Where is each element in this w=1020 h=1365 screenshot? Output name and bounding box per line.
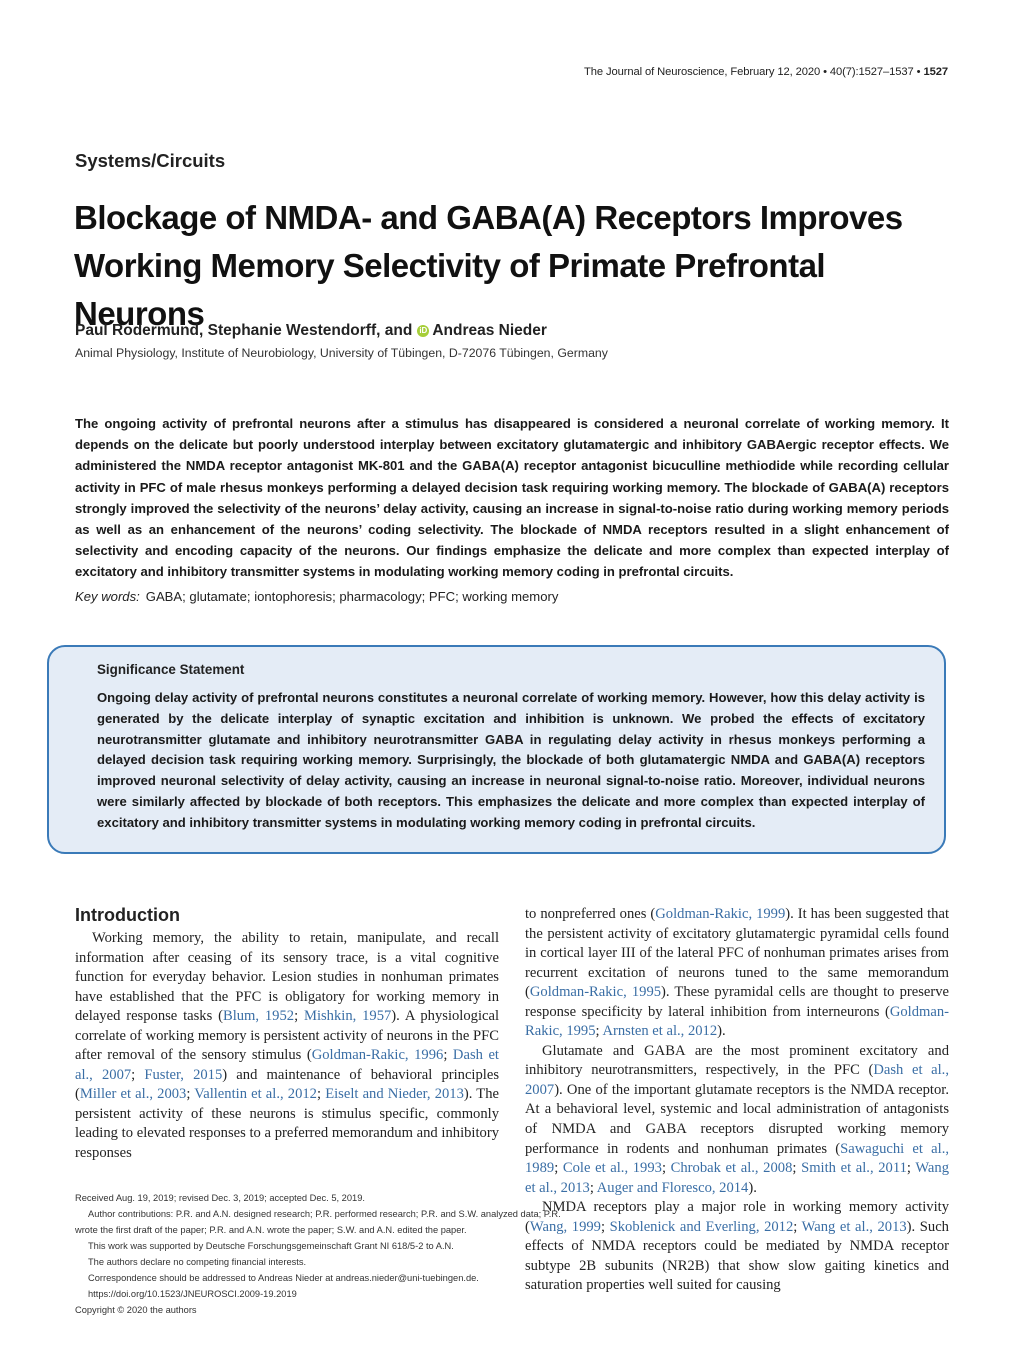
keywords-text: GABA; glutamate; iontophoresis; pharmacology; PFC; working memory [145, 589, 559, 604]
citation-link[interactable]: Wang et al., 2013 [801, 1218, 907, 1235]
keywords [75, 589, 558, 604]
citation-link[interactable]: Dash et al., 2007 [75, 1047, 499, 1083]
citation-link[interactable]: Skoblenick and Everling, 2012 [609, 1218, 794, 1235]
citation-link[interactable]: Wang et al., 2013 [525, 1160, 950, 1196]
citation-link[interactable]: Blum, 1952 [222, 1008, 295, 1025]
citation-link[interactable]: Goldman-Rakic, 1995 [525, 1003, 949, 1040]
footnote-correspondence: Correspondence should be addressed to Andreas Nieder at andreas.nieder@uni-tuebingen.de. [88, 1273, 479, 1283]
running-header [584, 66, 948, 78]
citation-link[interactable]: Goldman-Rakic, 1995 [529, 984, 662, 1001]
footnote-contributions: Author contributions: P.R. and A.N. designed research; P.R. performed research; P.R. and S.W. analyzed data; P.R. [88, 1209, 561, 1219]
citation-link[interactable]: Goldman-Rakic, 1996 [311, 1047, 444, 1064]
footnote-funding: This work was supported by Deutsche Forschungsgemeinschaft Grant NI 618/5-2 to A.N. [88, 1241, 454, 1251]
citation-link[interactable]: Dash et al., 2007 [525, 1062, 949, 1098]
journal-citation: The Journal of Neuroscience, February 12, 2020 • 40(7):1527–1537 • [584, 66, 921, 78]
introduction-heading: Introduction [75, 905, 180, 925]
citation-link[interactable]: Smith et al., 2011 [801, 1160, 907, 1177]
citation-link[interactable]: Goldman-Rakic, 1999 [655, 906, 786, 922]
citation-link[interactable]: Auger and Floresco, 2014 [596, 1179, 749, 1196]
footnotes [75, 1190, 561, 1318]
citation-link[interactable]: Vallentin et al., 2012 [194, 1086, 317, 1103]
section-label: Systems/Circuits [75, 150, 226, 171]
citation-link[interactable]: Cole et al., 1993 [562, 1160, 662, 1177]
page-number: 1527 [923, 66, 948, 78]
orcid-icon[interactable]: iD [419, 326, 428, 335]
body-column-left [75, 929, 499, 1164]
intro-paragraph: NMDA receptors play a major role in working memory activity (Wang, 1999; Skoblenick and Everling, 2012; Wang et al., 2013). Such effects of NMDA receptors could be mediated by NMDA receptor subtype 2B subunits (NR2B) that show slow gaiting kinetics and saturation properties well suited for causing [525, 1199, 949, 1294]
citation-link[interactable]: Eiselt and Nieder, 2013 [325, 1086, 464, 1103]
author-list [75, 322, 547, 340]
citation-link[interactable]: Sawaguchi et al., 1989 [525, 1140, 949, 1177]
affiliation: Animal Physiology, Institute of Neurobiology, University of Tübingen, D-72076 Tübingen, Germany [75, 346, 608, 360]
footnote-copyright: Copyright © 2020 the authors [75, 1305, 197, 1315]
citation-link[interactable]: Wang, 1999 [529, 1218, 601, 1235]
footnote-competing: The authors declare no competing financial interests. [88, 1257, 307, 1267]
significance-text: Ongoing delay activity of prefrontal neurons constitutes a neuronal correlate of working memory. However, how this delay activity is generated by the delicate interplay of synaptic excitation and inhibition is unknown. We probed the effects of excitatory neurotransmitter glutamate and inhibitory neurotransmitter GABA in regulating delay activity in rhesus monkeys performing a delayed decision task requiring working memory. Surprisingly, the blockade of both glutamatergic NMDA and GABA(A) receptors improved neuronal selectivity of delay activity, causing an increase in neuronal signal-to-noise ratio. Moreover, individual neurons were similarly affected by blockade of both receptors. This emphasizes the delicate and more complex than expected interplay of excitatory and inhibitory transmitter systems in modulating working memory coding in prefrontal circuits. [97, 690, 925, 830]
intro-paragraph: Glutamate and GABA are the most prominent excitatory and inhibitory neurotransmitters, respectively, in the PFC (Dash et al., 2007). One of the important glutamate receptors is the NMDA receptor. At a behavioral level, systemic and local administration of antagonists of NMDA and GABA receptors disrupted working memory performance in rodents and nonhuman primates (Sawaguchi et al., 1989; Cole et al., 1993; Chrobak et al., 2008; Smith et al., 2011; Wang et al., 2013; Auger and Floresco, 2014). [525, 1042, 950, 1196]
keywords-label: Key words: [75, 589, 140, 604]
footnote-doi[interactable]: https://doi.org/10.1523/JNEUROSCI.2009-19.2019 [88, 1289, 297, 1299]
article-title: Blockage of NMDA- and GABA(A) Receptors Improves Working Memory Selectivity of Primate Prefrontal Neurons [74, 199, 903, 332]
citation-link[interactable]: Chrobak et al., 2008 [670, 1160, 793, 1177]
citation-link[interactable]: Fuster, 2015 [144, 1066, 223, 1083]
intro-paragraph: Working memory, the ability to retain, manipulate, and recall information after ceasing of its sensory trace, is a vital cognitive function for everyday behavior. Lesion studies in nonhuman primates have established that the PFC is obligatory for working memory in delayed response tasks (Blum, 1952; Mishkin, 1957). A physiological correlate of working memory is persistent activity of neurons in the PFC after removal of the sensory stimulus (Goldman-Rakic, 1996; Dash et al., 2007; Fuster, 2015) and maintenance of behavioral principles (Miller et al., 2003; Vallentin et al., 2012; Eiselt and Nieder, 2013). The persistent activity of these neurons is stimulus specific, commonly leading to elevated responses to a preferred memorandum and inhibitory responses [75, 930, 500, 1162]
author-name-last: Andreas Nieder [432, 322, 547, 339]
citation-link[interactable]: Mishkin, 1957 [303, 1008, 392, 1025]
significance-heading: Significance Statement [97, 662, 245, 677]
body-column-right [525, 905, 949, 1296]
footnote-received: Received Aug. 19, 2019; revised Dec. 3, 2019; accepted Dec. 5, 2019. [75, 1193, 365, 1203]
intro-paragraph-continued: to nonpreferred ones (Goldman-Rakic, 1999). It has been suggested that the persistent activity of excitatory glutamatergic pyramidal cells found in cortical layer III of the lateral PFC of nonhuman primates arises from recurrent excitation of neurons tuned to the same memorandum (Goldman-Rakic, 1995). These pyramidal cells are thought to preserve response specificity by lateral inhibition from interneurons (Goldman-Rakic, 1995; Arnsten et al., 2012). [525, 906, 950, 1040]
citation-link[interactable]: Arnsten et al., 2012 [602, 1023, 718, 1040]
author-names: Paul Rodermund, Stephanie Westendorff, and [75, 322, 413, 339]
abstract: The ongoing activity of prefrontal neurons after a stimulus has disappeared is considered a neuronal correlate of working memory. It depends on the delicate but poorly understood interplay between excitatory glutamatergic and inhibitory GABAergic receptor effects. We administered the NMDA receptor antagonist MK-801 and the GABA(A) receptor antagonist bicuculline methiodide while recording cellular activity in PFC of male rhesus monkeys performing a delayed decision task requiring working memory. The blockade of GABA(A) receptors strongly improved the selectivity of the neurons’ delay activity, causing an increase in signal-to-noise ratio during working memory periods as well as an enhancement of the neurons’ coding selectivity. The blockade of NMDA receptors resulted in a slight enhancement of selectivity and encoding capacity of the neurons. Our findings emphasize the delicate and more complex than expected interplay of excitatory and inhibitory transmitter systems in modulating working memory coding in prefrontal circuits. [75, 416, 949, 580]
citation-link[interactable]: Miller et al., 2003 [79, 1086, 187, 1103]
footnote-contributions-cont: wrote the first draft of the paper; P.R. and A.N. wrote the paper; S.W. and A.N. edited the paper. [75, 1225, 467, 1235]
